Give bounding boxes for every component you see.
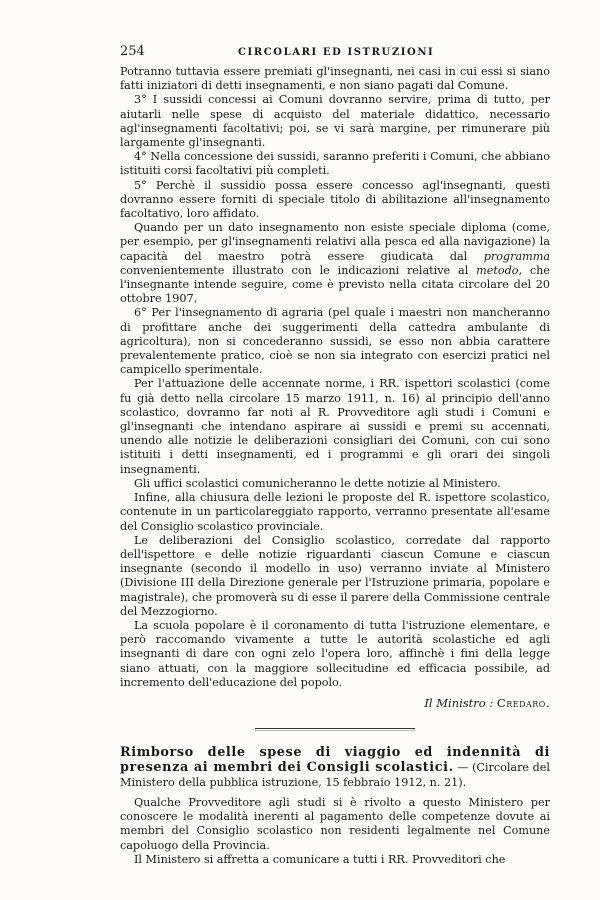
section-title-bold: Rimborso delle spese di viaggio ed indennità di presenza ai membri dei Consigli scolastici. [120, 744, 550, 775]
paragraph: 4° Nella concessione dei sussidi, saranno preferiti i Comuni, che abbiano istituiti corsi facoltativi più completi. [120, 150, 550, 178]
text-run: convenientemente illustrato con le indicazioni relative al [120, 263, 477, 277]
paragraph-diploma [120, 221, 550, 306]
section-title-citation: — (Circolare del Ministero della pubblica istruzione, 15 febbraio 1912, n. 21). [120, 760, 550, 789]
section-divider [255, 728, 415, 729]
paragraph: Per l'attuazione delle accennate norme, i RR. ispettori scolastici (come fu già detto nella circolare 15 marzo 1911, n. 16) al principio dell'anno scolastico, dovranno far noti al R. Provveditore agli studi i Comuni e gl'insegnanti che intendano aspirare ai sussidi e premi su accennati, unendo alle notizie le deliberazioni consigliari dei Comuni, con cui sono istituiti i detti insegnamenti, ed i programmi e gli orari dei singoli insegnamenti. [120, 377, 550, 476]
signature-prefix: Il Ministro : [424, 695, 494, 710]
running-head: CIRCOLARI ED ISTRUZIONI [238, 47, 435, 58]
paragraph: Infine, alla chiusura delle lezioni le proposte del R. ispettore scolastico, contenute in un particolareggiato rapporto, verranno presentate all'esame del Consiglio scolastico provinciale. [120, 491, 550, 533]
paragraph: 6° Per l'insegnamento di agraria (pel quale i maestri non mancheranno di profittare anche dei suggerimenti della cattedra ambulante di agricoltura), non si concederanno sussidi, se esso non abbia carattere prevalentemente pratico, cioè se non sia integrato con esercizi pratici nel campicello sperimentale. [120, 306, 550, 377]
signature [120, 696, 550, 710]
italic-programma: programma [483, 249, 550, 263]
paragraph: 5° Perchè il sussidio possa essere concesso agl'insegnanti, questi dovranno essere forniti di speciale titolo di abilitazione all'insegnamento facoltativo, loro affidato. [120, 178, 550, 221]
paragraph: La scuola popolare è il coronamento di tutta l'istruzione elementare, e però raccomando vivamente a tutte le autorità scolastiche ed agli insegnanti di dare con ogni zelo l'opera loro, affinchè i fini della legge siano attuati, con la maggiore sollecitudine ed efficacia possibile, ad incremento dell'educazione del popolo. [120, 618, 550, 689]
paragraph: Qualche Provveditore agli studi si è rivolto a questo Ministero per conoscere le modalità inerenti al pagamento delle competenze dovute ai membri del Consiglio scolastico non residenti legalmente nel Comune capoluogo della Provincia. [120, 795, 550, 852]
text-run: , che l'insegnante intende seguire, come è previsto nella citata circolare del 20 ottobre 1907. [120, 263, 550, 306]
paragraph: Il Ministero si affretta a comunicare a tutti i RR. Provveditori che [134, 852, 506, 866]
paragraph: 3° I sussidi concessi ai Comuni dovranno servire, prima di tutto, per aiutarli nelle spese di acquisto del materiale didattico, necessario agl'insegnamenti facoltativi; poi, se vi sarà margine, per rimunerare più largamente gl'insegnanti. [120, 93, 550, 150]
section-title [120, 745, 550, 790]
paragraph: Le deliberazioni del Consiglio scolastico, corredate dal rapporto dell'ispettore e delle notizie riguardanti ciascun Comune e ciascun insegnante (secondo il modello in uso) verranno inviate al Ministero (Divisione III della Direzione generale per l'Istruzione primaria, popolare e magistrale), che promoverà su di esse il parere della Commissione centrale del Mezzogiorno. [120, 533, 550, 618]
page-number: 254 [120, 44, 145, 59]
italic-metodo: metodo [476, 263, 519, 277]
signature-name: Credaro. [496, 695, 550, 710]
page-header [120, 44, 550, 59]
paragraph: Gli uffici scolastici comunicheranno le dette notizie al Ministero. [134, 476, 501, 490]
text-run: Quando per un dato insegnamento non esiste speciale diploma (come, per esempio, per gl'insegnamenti relativi alla pesca ed alla navigazione) la capacità del maestro potrà essere giudicata dal [120, 221, 550, 263]
paragraph: Potranno tuttavia essere premiati gl'insegnanti, nei casi in cui essi si siano fatti iniziatori di detti insegnamenti, e non siano pagati dal Comune. [120, 65, 550, 93]
